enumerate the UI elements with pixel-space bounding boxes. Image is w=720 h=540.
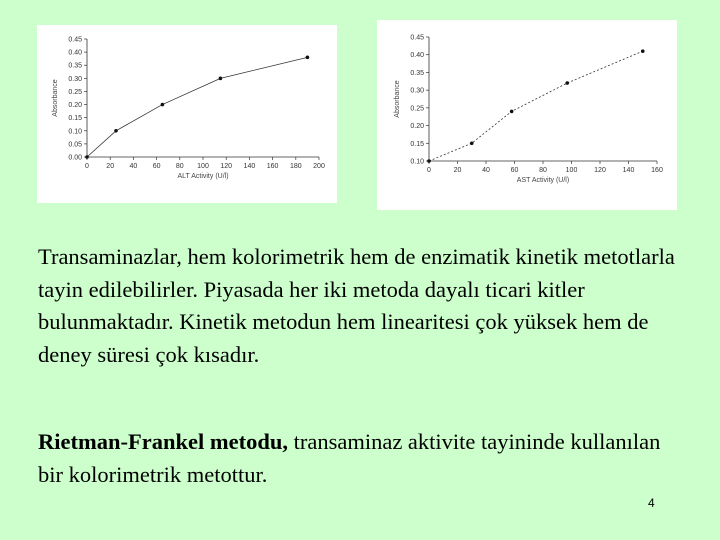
y-tick-label: 0.15 — [68, 115, 82, 123]
x-tick-label: 120 — [220, 163, 233, 170]
ast-calibration-chart — [377, 20, 677, 210]
data-point — [510, 110, 514, 114]
y-tick-label: 0.40 — [410, 52, 424, 60]
x-tick-label: 0 — [427, 167, 431, 174]
y-tick-label: 0.15 — [410, 140, 424, 148]
y-tick-label: 0.05 — [68, 141, 82, 149]
y-axis-title: Absorbance — [52, 79, 59, 117]
x-tick-label: 40 — [129, 163, 138, 170]
x-tick-label: 180 — [289, 163, 302, 170]
data-point — [565, 81, 569, 85]
data-point — [470, 141, 474, 145]
x-tick-label: 40 — [482, 167, 490, 174]
alt-calibration-chart — [37, 25, 337, 203]
y-tick-label: 0.35 — [68, 62, 82, 70]
x-tick-label: 140 — [243, 163, 256, 170]
y-tick-label: 0.25 — [68, 88, 82, 96]
data-point — [641, 49, 645, 53]
x-tick-label: 200 — [313, 163, 325, 170]
x-tick-label: 160 — [651, 167, 663, 174]
data-point — [219, 77, 223, 81]
y-tick-label: 0.10 — [410, 158, 424, 166]
data-point — [161, 103, 165, 107]
y-tick-label: 0.30 — [410, 87, 424, 95]
x-tick-label: 140 — [622, 167, 635, 174]
x-tick-label: 120 — [594, 167, 606, 174]
body-paragraph-2 — [38, 426, 688, 491]
y-tick-label: 0.35 — [410, 69, 424, 77]
x-tick-label: 80 — [539, 167, 547, 174]
x-axis-title: AST Activity (U/l) — [516, 177, 570, 184]
y-tick-label: 0.25 — [410, 105, 424, 113]
y-tick-label: 0.40 — [68, 49, 82, 57]
x-tick-label: 20 — [106, 163, 115, 170]
x-tick-label: 0 — [85, 163, 89, 170]
body-paragraph-1: Transaminazlar, hem kolorimetrik hem de enzimatik kinetik metotlarla tayin edilebilirler. Piyasada her iki metoda dayalı ticari kitler bulunmaktadır. Kinetik metodun hem linearitesi çok yüksek hem de deney süresi çok kısadır. — [38, 244, 675, 367]
x-tick-label: 100 — [197, 163, 209, 170]
ast-chart-svg — [377, 20, 677, 210]
alt-chart-svg — [37, 25, 337, 203]
x-tick-label: 60 — [510, 167, 519, 174]
series-line — [87, 57, 307, 157]
y-tick-label: 0.45 — [68, 36, 82, 44]
method-name-bold: Rietman-Frankel metodu, — [38, 429, 288, 454]
y-tick-label: 0.45 — [410, 34, 424, 42]
x-tick-label: 100 — [565, 167, 578, 174]
series-line — [429, 51, 643, 161]
x-axis-title: ALT Activity (U/l) — [177, 173, 229, 180]
x-tick-label: 160 — [266, 163, 279, 170]
y-tick-label: 0.30 — [68, 75, 82, 83]
method-description: transaminaz aktivite tayininde kullanılan bir kolorimetrik metottur. — [38, 429, 661, 487]
x-tick-label: 60 — [152, 163, 161, 170]
y-axis-title: Absorbance — [394, 80, 401, 118]
y-tick-label: 0.10 — [68, 128, 82, 136]
y-tick-label: 0.20 — [68, 102, 82, 110]
data-point — [427, 159, 431, 163]
data-point — [85, 155, 89, 159]
x-tick-label: 20 — [453, 167, 462, 174]
slide-number: 4 — [648, 496, 655, 510]
data-point — [306, 56, 310, 60]
x-tick-label: 80 — [175, 163, 184, 170]
data-point — [114, 129, 118, 133]
y-tick-label: 0.20 — [410, 123, 424, 131]
y-tick-label: 0.00 — [68, 154, 82, 162]
